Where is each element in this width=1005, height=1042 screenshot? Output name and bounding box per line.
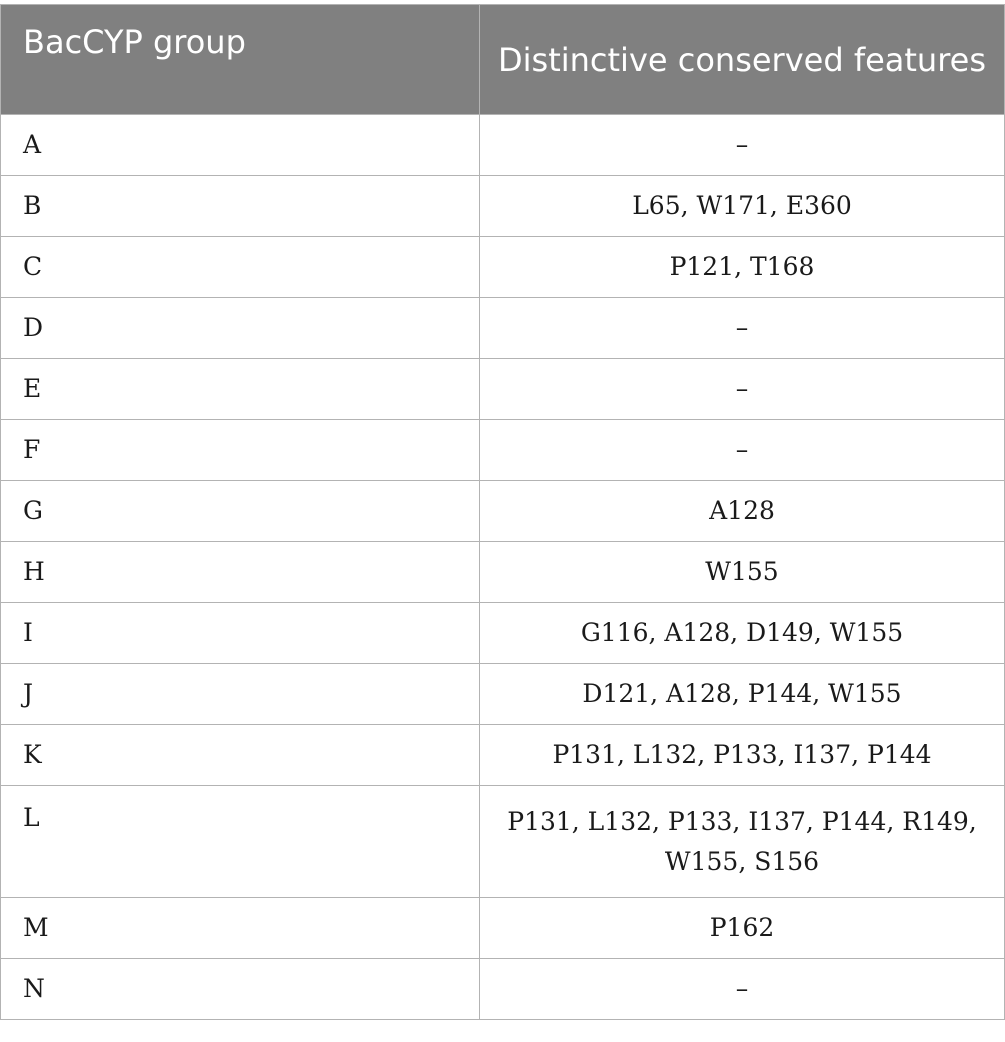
group-cell: K — [1, 725, 480, 786]
header-bacCYP-group: BacCYP group — [1, 5, 480, 115]
group-cell: J — [1, 664, 480, 725]
group-cell: B — [1, 176, 480, 237]
group-cell: L — [1, 786, 480, 898]
table-row — [1, 237, 1005, 298]
table-row — [1, 898, 1005, 959]
features-cell: W155 — [480, 542, 1005, 603]
group-cell: E — [1, 359, 480, 420]
features-cell: A128 — [480, 481, 1005, 542]
table-row — [1, 420, 1005, 481]
features-cell: P162 — [480, 898, 1005, 959]
table-row — [1, 359, 1005, 420]
table-header — [1, 5, 1005, 115]
table-row — [1, 481, 1005, 542]
table-row — [1, 542, 1005, 603]
features-cell: – — [480, 359, 1005, 420]
group-cell: H — [1, 542, 480, 603]
table-row — [1, 959, 1005, 1020]
table-row — [1, 298, 1005, 359]
group-cell: F — [1, 420, 480, 481]
features-cell: – — [480, 959, 1005, 1020]
header-row — [1, 5, 1005, 115]
group-cell: D — [1, 298, 480, 359]
conserved-features-table — [0, 4, 1005, 1020]
features-cell: P121, T168 — [480, 237, 1005, 298]
features-cell: – — [480, 420, 1005, 481]
features-cell: D121, A128, P144, W155 — [480, 664, 1005, 725]
group-cell: I — [1, 603, 480, 664]
group-cell: C — [1, 237, 480, 298]
features-cell: P131, L132, P133, I137, P144, R149, W155, S156 — [480, 786, 1005, 898]
table-row — [1, 664, 1005, 725]
table-row — [1, 603, 1005, 664]
table-row — [1, 725, 1005, 786]
table-row — [1, 176, 1005, 237]
features-cell: P131, L132, P133, I137, P144 — [480, 725, 1005, 786]
group-cell: N — [1, 959, 480, 1020]
group-cell: M — [1, 898, 480, 959]
features-cell: – — [480, 115, 1005, 176]
table-row — [1, 786, 1005, 898]
group-cell: A — [1, 115, 480, 176]
features-cell: G116, A128, D149, W155 — [480, 603, 1005, 664]
group-cell: G — [1, 481, 480, 542]
header-distinctive-features: Distinctive conserved features — [480, 5, 1005, 115]
table-body — [1, 115, 1005, 1020]
features-cell: L65, W171, E360 — [480, 176, 1005, 237]
table-row — [1, 115, 1005, 176]
features-cell: – — [480, 298, 1005, 359]
